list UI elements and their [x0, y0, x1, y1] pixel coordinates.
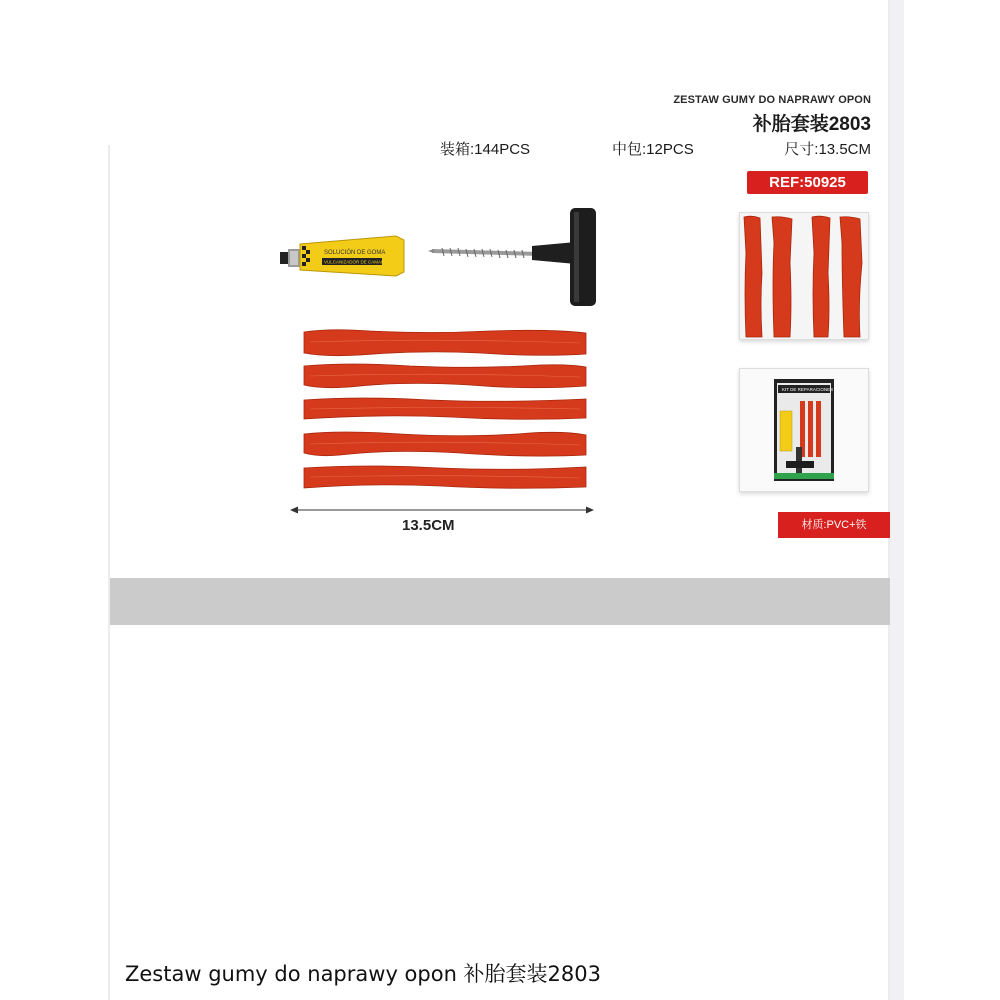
spec-size: 尺寸:13.5CM	[784, 141, 871, 158]
glue-tube-sublabel: VULCANIZADOR DE CAMARAS	[324, 259, 391, 265]
product-image[interactable]	[110, 0, 890, 578]
page-side-strip	[890, 0, 904, 1000]
t-handle-tool-icon	[428, 200, 623, 312]
package-label: KIT DE REPARACIONES	[782, 387, 834, 392]
dimension-arrow	[290, 504, 594, 516]
ref-badge: REF:50925	[747, 171, 868, 194]
thumbnail-package-image	[740, 369, 868, 491]
thumbnail-package[interactable]	[739, 368, 869, 492]
glue-tube-icon	[278, 232, 408, 282]
product-title-chinese: 补胎套装2803	[752, 114, 871, 135]
spec-box-quantity: 装箱:144PCS	[440, 141, 531, 158]
thumbnail-strips-image	[740, 213, 868, 339]
image-bottom-band	[110, 578, 890, 625]
thumbnail-strips[interactable]	[739, 212, 869, 340]
dimension-label: 13.5CM	[402, 517, 455, 534]
product-title-polish: ZESTAW GUMY DO NAPRAWY OPON	[673, 94, 871, 106]
glue-tube-label: SOLUCIÓN DE GOMA	[324, 250, 386, 256]
material-badge: 材质:PVC+铁	[778, 512, 890, 538]
product-caption[interactable]: Zestaw gumy do naprawy opon 补胎套装2803	[125, 962, 601, 986]
repair-strips-illustration	[290, 322, 600, 500]
spec-pack-quantity: 中包:12PCS	[612, 141, 694, 158]
